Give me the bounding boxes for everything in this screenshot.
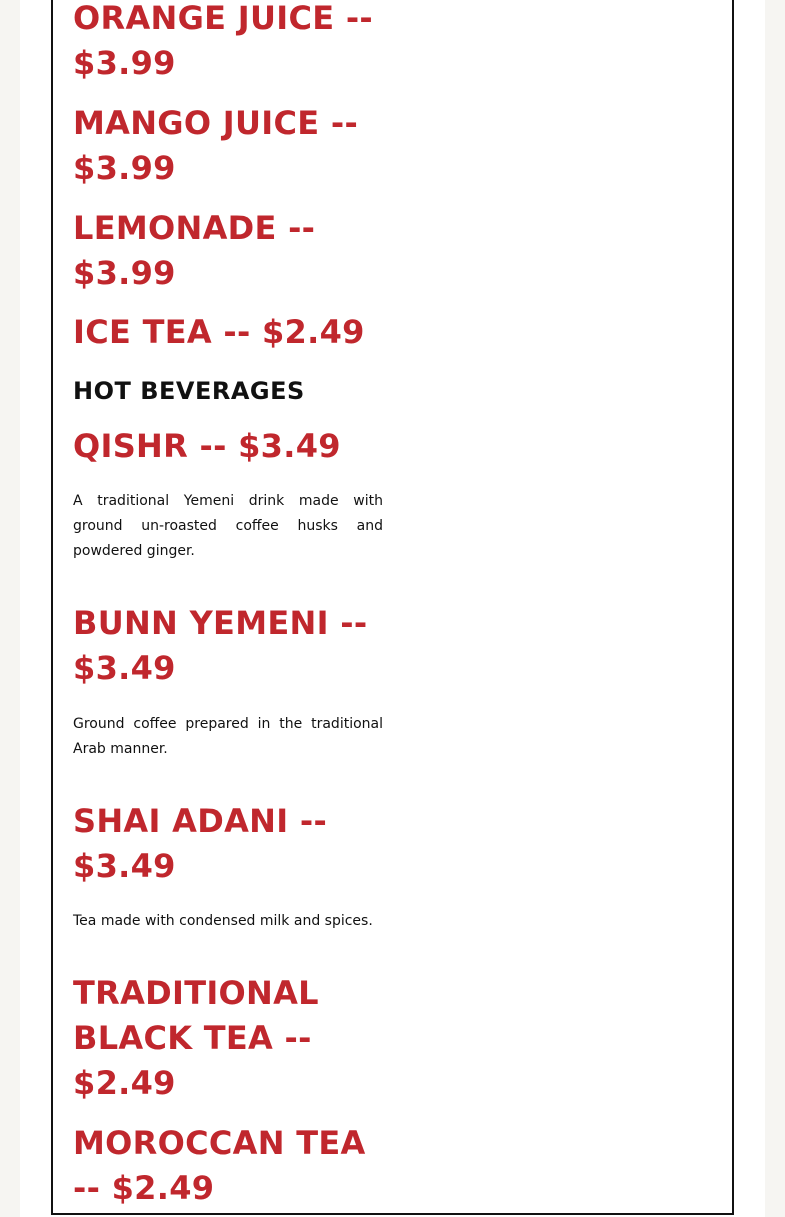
- menu-item-bunn-yemeni: BUNN YEMENI -- $3.49: [73, 604, 368, 687]
- menu-item-qishr: QISHR -- $3.49: [73, 427, 341, 465]
- menu-item-qishr-description: A traditional Yemeni drink made with ground un-roasted coffee husks and powdered ginger.: [73, 493, 383, 559]
- menu-item-shai-adani-description: Tea made with condensed milk and spices.: [73, 913, 373, 929]
- page-background: [20, 0, 765, 1217]
- menu-item-bunn-yemeni-description: Ground coffee prepared in the traditional Arab manner.: [73, 716, 383, 757]
- section-title-hot-beverages: HOT BEVERAGES: [73, 377, 305, 405]
- menu-frame: [51, 0, 734, 1215]
- menu-item-moroccan-tea: MOROCCAN TEA -- $2.49: [73, 1124, 366, 1207]
- menu-item-traditional-black-tea: TRADITIONAL BLACK TEA -- $2.49: [73, 974, 319, 1102]
- menu-item-mango-juice: MANGO JUICE -- $3.99: [73, 104, 359, 187]
- menu-item-lemonade: LEMONADE -- $3.99: [73, 209, 316, 292]
- menu-item-ice-tea: ICE TEA -- $2.49: [73, 313, 365, 351]
- menu-item-shai-adani: SHAI ADANI -- $3.49: [73, 802, 328, 885]
- menu-item-orange-juice: ORANGE JUICE -- $3.99: [73, 0, 373, 82]
